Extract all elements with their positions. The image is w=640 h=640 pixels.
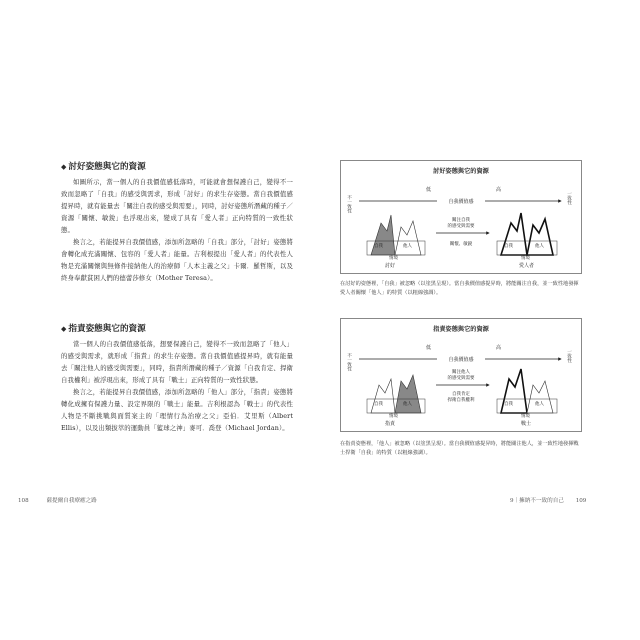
high-label: 高	[496, 345, 502, 351]
side-label-right: 一致性	[566, 191, 572, 205]
context-label: 情境	[521, 256, 530, 261]
other-label: 他人	[403, 402, 412, 407]
side-label-right: 一致性	[566, 349, 572, 363]
self-peak-filled	[371, 215, 395, 255]
section-pleasing	[25, 160, 315, 284]
section-heading-pleasing: ◆ 討好姿態與它的資源	[61, 162, 146, 172]
other-label: 他人	[535, 244, 544, 249]
other-label: 他人	[535, 402, 544, 407]
other-peak	[395, 221, 421, 255]
paragraph: 如圖所示，當一個人的自我價值感低落時，可能就會想保護自己，變得不一致而忽略了「自我」的感受與需求，形成「討好」的求生存姿態。當自我價值感提昇時，就有能量去「關注自我的感受與需要」，同時，討好姿態所潛藏的種子／資源「關懷、敏銳」也浮現出來，變成了具有「愛人者」正向特質的一致性狀態。	[61, 178, 293, 234]
figure-diagram	[341, 319, 581, 431]
high-label: 高	[496, 187, 502, 193]
other-peak	[527, 381, 553, 413]
resource-label: 關懷、敏銳	[449, 242, 473, 247]
paragraph: 換言之，若能提昇自我價值感，添加所忽略的「他人」部分，「指責」姿態將轉化成擁有保護力量、設定界限的「戰士」能量。吉利根認為「戰士」的代表性人物是不斷挑戰與面質案主的「理情行為治療之父」亞伯．艾里斯（Albert Ellis），以及出類拔萃的運動員「籃球之神」麥可．喬登（Michael Jordan）。	[61, 388, 293, 432]
chapter-title: 9｜擁納不一致的自己	[510, 498, 564, 504]
context-label: 情境	[389, 414, 398, 419]
resource-label: 自我肯定	[452, 392, 470, 397]
footer-left	[18, 496, 97, 504]
resource-label: 捍衛自我權利	[447, 398, 475, 403]
figure-pleasing	[340, 160, 582, 274]
posture-label: 戰士	[521, 421, 532, 427]
footer-right	[510, 496, 586, 504]
other-peak-filled	[395, 375, 421, 413]
low-label: 低	[426, 187, 432, 193]
figure-caption: 在討好的姿態裡，「自我」被忽略（以塗黑呈現）。當自我價值感提昇時，將能關注自我，並一致性地發揮愛人者關懷「他人」的特質（以粗線強調）。	[340, 281, 579, 296]
center-note: 關注他人	[452, 370, 470, 375]
context-label: 情境	[521, 414, 530, 419]
figure-blaming	[340, 318, 582, 432]
self-label: 自我	[374, 244, 383, 249]
self-label: 自我	[374, 402, 383, 407]
paragraph: 換言之，若能提昇自我價值感，添加所忽略的「自我」部分，「討好」姿態將會轉化成充滿關懷、包容的「愛人者」能量。吉利根提出「愛人者」的代表性人物是充滿關懷與無條件接納他人的治療師「人本主義之父」卡爾．羅哲斯，以及終身奉獻貧困人們的德蕾莎修女（Mother Teresa）。	[61, 238, 293, 282]
other-label: 他人	[403, 244, 412, 249]
paragraph: 當一個人的自我價值感低落，想要保護自己，變得不一致而忽略了「他人」的感受與需求，就形成「指責」的求生存姿態。當自我價值感提昇時，就有能量去「關注他人的感受與需要」，同時，指責所潛藏的種子／資源「自我肯定、捍衛自我權利」被浮現出來，形成了具有「戰士」正向特質的一致性狀態。	[61, 340, 293, 384]
posture-label: 指責	[385, 421, 396, 427]
self-peak	[371, 379, 395, 413]
center-note: 關注自我	[452, 218, 470, 223]
axis-label: 自我價值感	[448, 199, 474, 205]
self-label: 自我	[504, 244, 513, 249]
section-heading-blaming: ◆ 指責姿態與它的資源	[61, 324, 146, 334]
section-blaming	[25, 322, 315, 434]
self-label: 自我	[504, 402, 513, 407]
page-number-left: 108	[18, 498, 29, 504]
center-note: 的感受與需要	[447, 376, 475, 381]
diamond-bullet-icon: ◆	[61, 325, 67, 333]
low-label: 低	[426, 345, 432, 351]
posture-label: 討好	[385, 263, 396, 269]
figure-diagram	[341, 161, 581, 273]
diamond-bullet-icon: ◆	[61, 163, 67, 171]
center-note: 的感受與需要	[447, 224, 475, 229]
page-number-right: 109	[575, 498, 587, 504]
axis-label: 自我價值感	[448, 357, 474, 363]
figure-caption: 在指責姿態裡，「他人」被忽略（以塗黑呈現）。當自我價值感提昇時，將能關注他人，並一致性地發揮戰士捍衛「自我」的特質（以粗線強調）。	[340, 441, 579, 456]
posture-label: 愛人者	[519, 263, 535, 269]
running-title: 薩提爾自我療癒之路	[46, 498, 97, 504]
side-label-left: 不一致性	[346, 195, 352, 213]
figure-title: 指責姿態與它的資源	[433, 326, 489, 333]
side-label-left: 不一致性	[346, 353, 352, 371]
context-label: 情境	[389, 256, 398, 261]
other-peak-bold	[527, 219, 553, 255]
figure-title: 討好姿態與它的資源	[433, 168, 489, 175]
